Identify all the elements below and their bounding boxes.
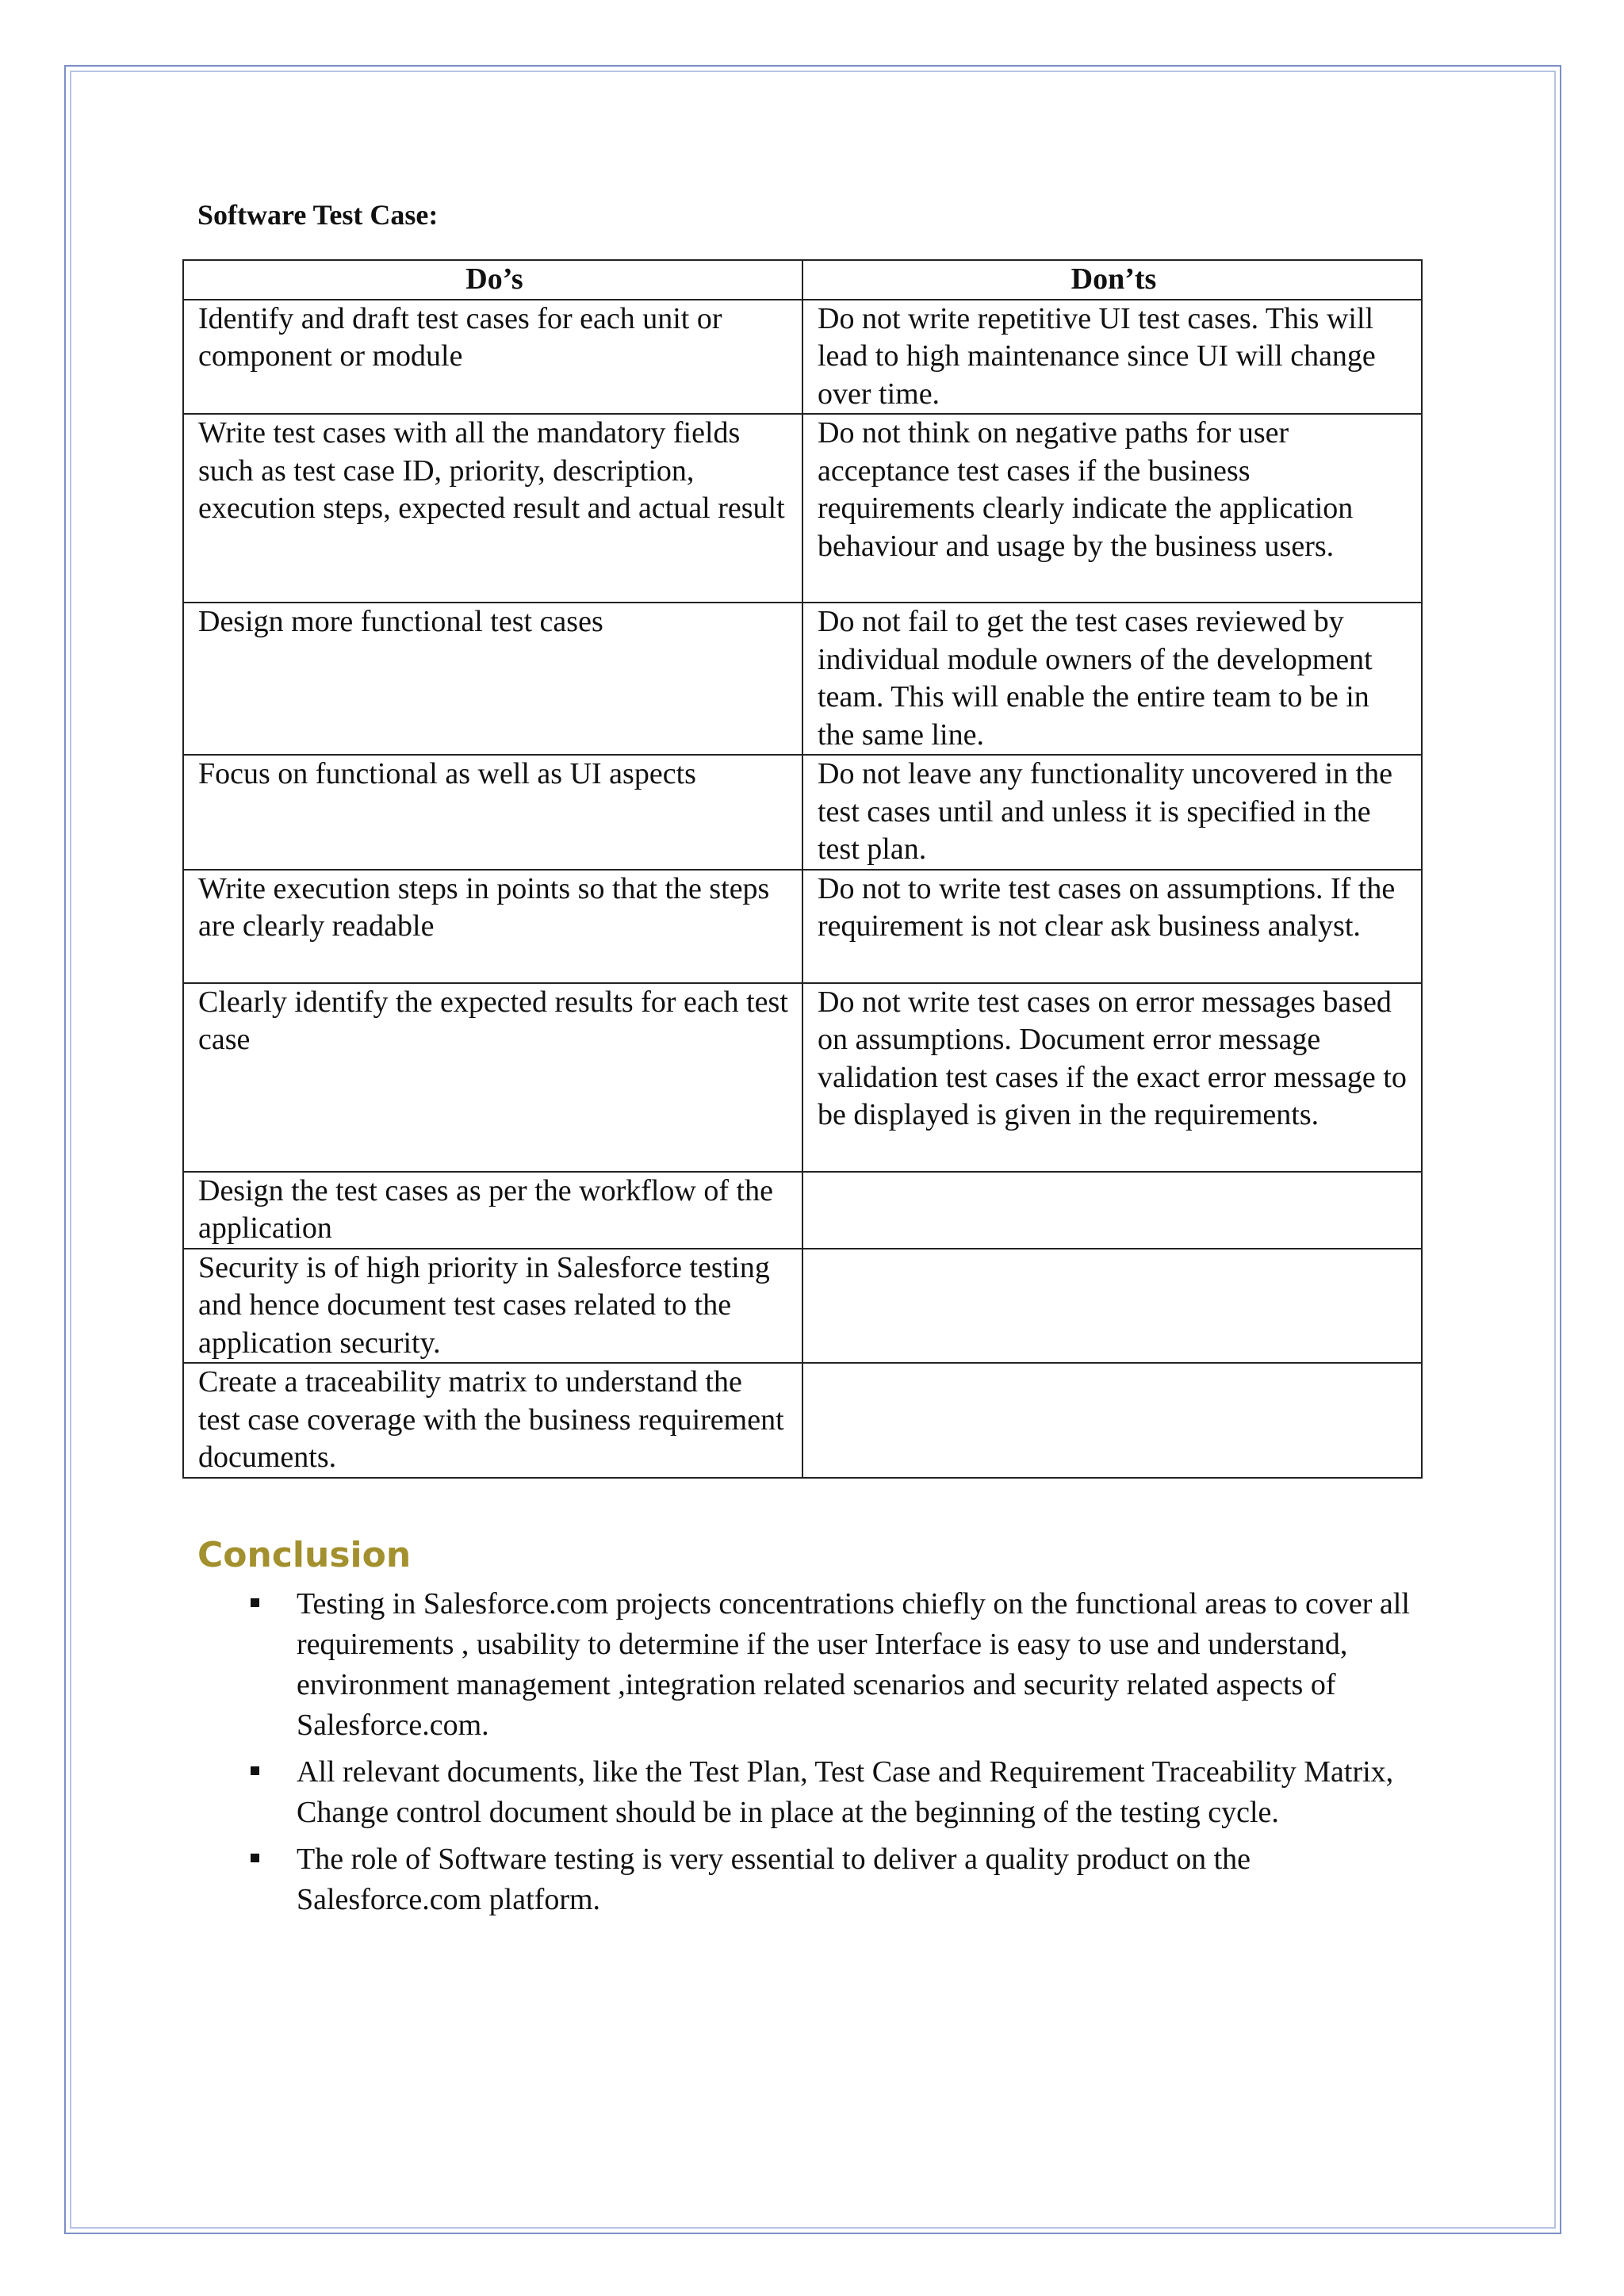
dont-cell <box>802 1249 1422 1364</box>
square-bullet-icon <box>251 1854 259 1862</box>
table-row <box>183 1249 1422 1364</box>
do-cell: Design more functional test cases <box>183 603 802 755</box>
dont-cell: Do not leave any functionality uncovered in the test cases until and unless it is specified in the test plan. <box>802 755 1422 870</box>
table-row <box>183 983 1422 1172</box>
do-cell: Focus on functional as well as UI aspects <box>183 755 802 870</box>
list-item-text: The role of Software testing is very essential to deliver a quality product on the Salesforce.com platform. <box>297 1843 1251 1916</box>
table-row <box>183 870 1422 983</box>
dont-cell <box>802 1363 1422 1478</box>
square-bullet-icon <box>251 1598 259 1607</box>
do-cell: Security is of high priority in Salesforce testing and hence document test cases related to the application security. <box>183 1249 802 1364</box>
dont-cell: Do not write test cases on error messages based on assumptions. Document error message validation test cases if the exact error message to be displayed is given in the requirements. <box>802 983 1422 1172</box>
table-row <box>183 300 1422 415</box>
list-item <box>246 1584 1435 1746</box>
square-bullet-icon <box>251 1766 259 1775</box>
conclusion-heading: Conclusion <box>197 1535 412 1575</box>
table-row <box>183 603 1422 755</box>
do-cell: Write test cases with all the mandatory fields such as test case ID, priority, description, execution steps, expected result and actual result <box>183 414 802 603</box>
table-header-row <box>183 260 1422 300</box>
column-header-donts: Don’ts <box>802 260 1422 300</box>
column-header-dos: Do’s <box>183 260 802 300</box>
do-cell: Design the test cases as per the workflow of the application <box>183 1172 802 1249</box>
dont-cell: Do not fail to get the test cases reviewed by individual module owners of the development team. This will enable the entire team to be in the same line. <box>802 603 1422 755</box>
section-heading: Software Test Case: <box>197 199 439 231</box>
do-cell: Clearly identify the expected results for each test case <box>183 983 802 1172</box>
conclusion-list <box>246 1584 1435 1927</box>
table-row <box>183 414 1422 603</box>
dont-cell: Do not to write test cases on assumptions. If the requirement is not clear ask business analyst. <box>802 870 1422 983</box>
table-row <box>183 755 1422 870</box>
dos-donts-table <box>182 259 1423 1479</box>
dont-cell: Do not think on negative paths for user acceptance test cases if the business requirements clearly indicate the application behaviour and usage by the business users. <box>802 414 1422 603</box>
table-row <box>183 1172 1422 1249</box>
list-item-text: All relevant documents, like the Test Plan, Test Case and Requirement Traceability Matrix, Change control document should be in place at the beginning of the testing cycle. <box>297 1755 1394 1829</box>
dont-cell <box>802 1172 1422 1249</box>
table-row <box>183 1363 1422 1478</box>
list-item-text: Testing in Salesforce.com projects concentrations chiefly on the functional areas to cover all requirements , usability to determine if the user Interface is easy to use and understand, environment management ,integration related scenarios and security related aspects of Salesforce.com. <box>297 1587 1410 1742</box>
list-item <box>246 1839 1435 1920</box>
do-cell: Write execution steps in points so that the steps are clearly readable <box>183 870 802 983</box>
do-cell: Create a traceability matrix to understand the test case coverage with the business requirement documents. <box>183 1363 802 1478</box>
list-item <box>246 1752 1435 1833</box>
dont-cell: Do not write repetitive UI test cases. This will lead to high maintenance since UI will change over time. <box>802 300 1422 415</box>
do-cell: Identify and draft test cases for each unit or component or module <box>183 300 802 415</box>
